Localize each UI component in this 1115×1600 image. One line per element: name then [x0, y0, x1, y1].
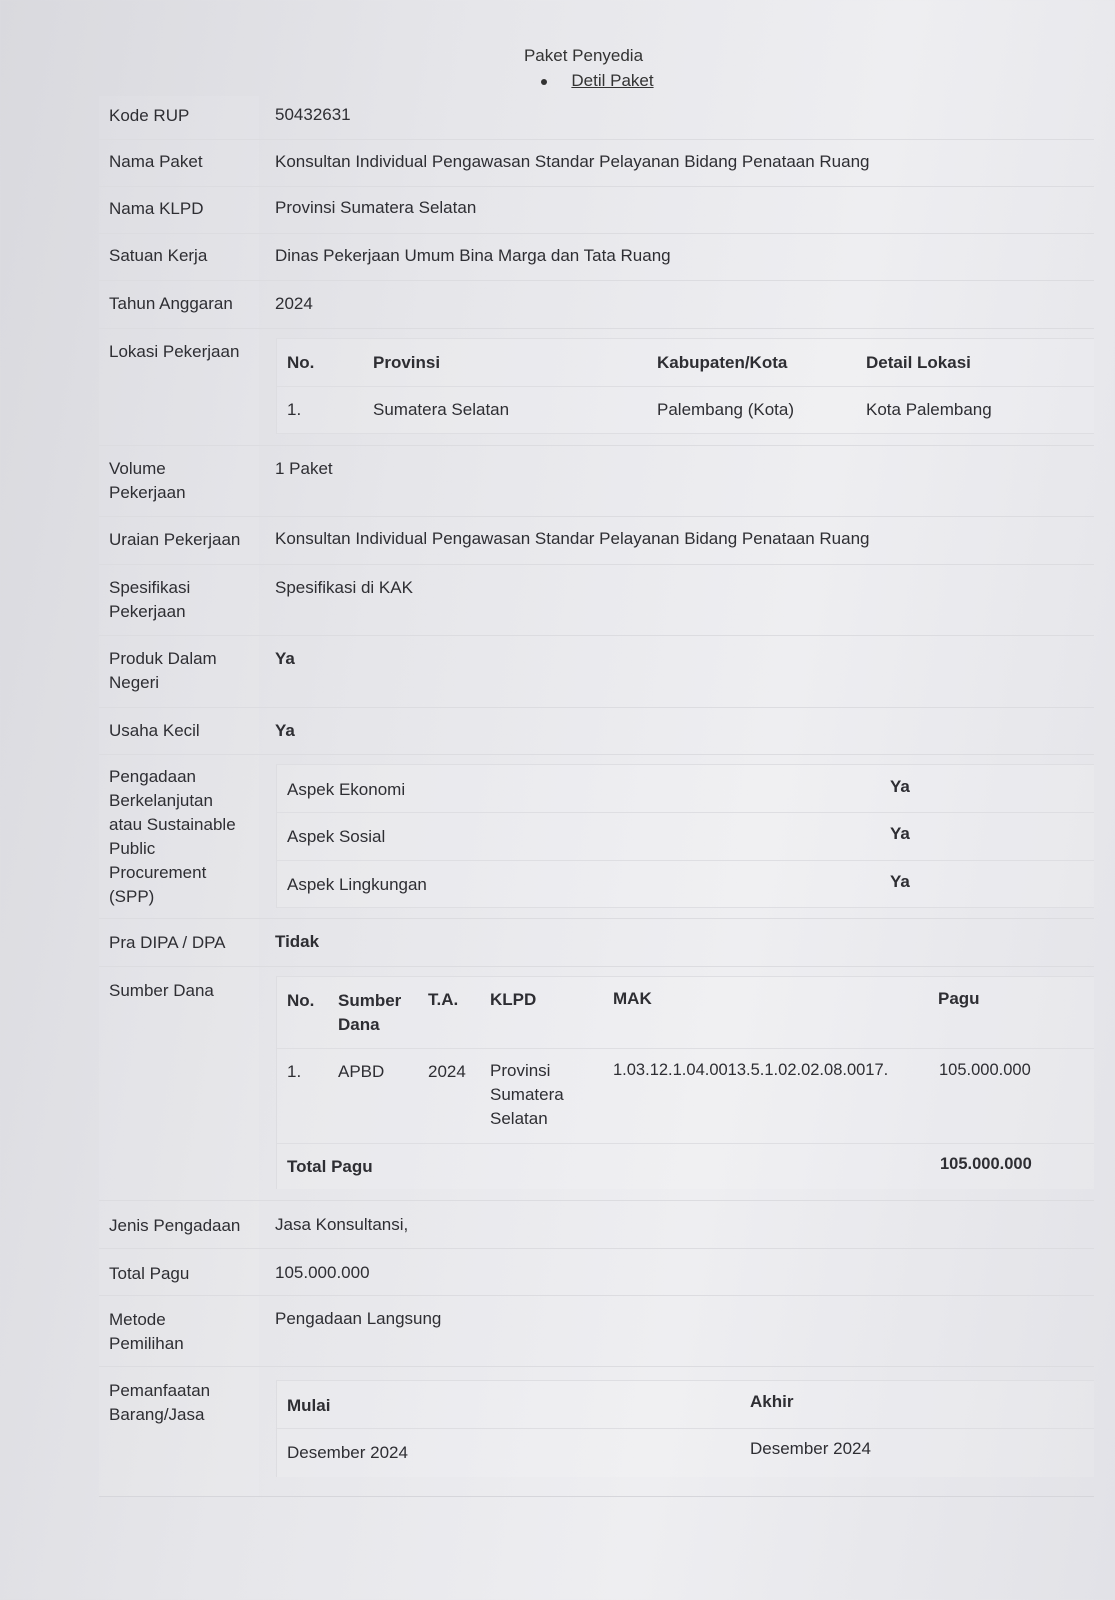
dana-td-pagu: 105.000.000	[939, 1061, 1031, 1079]
value-jenis-pengadaan: Jasa Konsultansi,	[275, 1215, 409, 1234]
value-nama-paket: Konsultan Individual Pengawasan Standar Pelayanan Bidang Penataan Ruang	[275, 152, 870, 171]
label-total-pagu: Total Pagu	[109, 1264, 190, 1283]
label-pdn-1: Produk Dalam	[109, 649, 217, 668]
spp-value-sosial: Ya	[890, 824, 910, 843]
dana-td-klpd-3: Selatan	[490, 1109, 548, 1128]
pemanfaatan-th-mulai: Mulai	[287, 1396, 331, 1415]
detil-paket-link[interactable]: Detil Paket	[571, 71, 654, 90]
row-volume-pekerjaan	[99, 445, 1094, 517]
label-pra-dipa: Pra DIPA / DPA	[109, 933, 226, 952]
row-pra-dipa	[99, 918, 1094, 967]
value-pra-dipa: Tidak	[275, 932, 320, 951]
dana-td-sumber: APBD	[338, 1062, 385, 1081]
label-jenis-pengadaan: Jenis Pengadaan	[109, 1216, 241, 1235]
label-pemanfaatan-1: Pemanfaatan	[109, 1381, 211, 1400]
value-nama-klpd: Provinsi Sumatera Selatan	[275, 198, 477, 217]
lokasi-td-no: 1.	[287, 400, 302, 419]
dana-total-label: Total Pagu	[287, 1157, 373, 1176]
dana-td-no: 1.	[287, 1062, 302, 1081]
lokasi-th-no: No.	[287, 353, 315, 372]
label-spp-1: Pengadaan	[109, 767, 196, 786]
label-nama-paket: Nama Paket	[109, 152, 203, 171]
label-nama-klpd: Nama KLPD	[109, 199, 204, 218]
label-spesifikasi-2: Pekerjaan	[109, 602, 186, 621]
label-metode-2: Pemilihan	[109, 1334, 184, 1353]
pemanfaatan-td-mulai: Desember 2024	[287, 1443, 408, 1462]
spp-value-ekonomi: Ya	[890, 777, 910, 796]
row-spp	[99, 754, 1094, 919]
dana-td-ta: 2024	[428, 1062, 466, 1081]
value-tahun-anggaran: 2024	[275, 294, 313, 313]
dana-td-klpd-2: Sumatera	[490, 1085, 564, 1104]
lokasi-th-kabupaten: Kabupaten/Kota	[657, 353, 788, 372]
label-lokasi-pekerjaan: Lokasi Pekerjaan	[109, 342, 240, 361]
label-spp-3: atau Sustainable	[109, 815, 236, 834]
dana-table	[276, 976, 1094, 1189]
lokasi-th-provinsi: Provinsi	[373, 353, 441, 372]
dana-th-mak: MAK	[613, 989, 652, 1008]
row-sumber-dana	[99, 966, 1094, 1201]
dana-table-total	[277, 1143, 1094, 1189]
label-satuan-kerja: Satuan Kerja	[109, 246, 208, 265]
bullet-icon	[541, 79, 547, 85]
label-kode-rup: Kode RUP	[109, 106, 190, 125]
row-pdn	[99, 635, 1094, 708]
lokasi-td-provinsi: Sumatera Selatan	[373, 400, 510, 419]
label-spesifikasi-1: Spesifikasi	[109, 578, 191, 597]
value-total-pagu: 105.000.000	[275, 1263, 370, 1282]
spp-aspek-ekonomi: Aspek Ekonomi	[287, 780, 406, 799]
dana-th-no: No.	[287, 991, 315, 1010]
label-pdn-2: Negeri	[109, 673, 160, 692]
value-usaha-kecil: Ya	[275, 721, 295, 740]
pemanfaatan-table-row	[277, 1428, 1094, 1476]
lokasi-table-row	[277, 386, 1094, 434]
row-tahun-anggaran	[99, 280, 1094, 329]
spp-table	[276, 764, 1094, 908]
label-sumber-dana: Sumber Dana	[109, 981, 214, 1000]
row-satuan-kerja	[99, 233, 1094, 281]
row-metode-pemilihan	[99, 1295, 1094, 1367]
value-spesifikasi: Spesifikasi di KAK	[275, 578, 413, 597]
label-spp-5: Procurement	[109, 863, 207, 882]
row-usaha-kecil	[99, 707, 1094, 755]
dana-total-value: 105.000.000	[940, 1155, 1032, 1173]
row-uraian-pekerjaan	[99, 516, 1094, 565]
row-pemanfaatan	[99, 1366, 1094, 1497]
dana-th-sumber-1: Sumber	[338, 991, 402, 1010]
lokasi-td-kabupaten: Palembang (Kota)	[657, 400, 795, 419]
dana-table-header	[277, 977, 1094, 1049]
value-kode-rup: 50432631	[275, 105, 351, 124]
bullet-item	[40, 71, 1115, 91]
spp-row-ekonomi	[277, 765, 1094, 813]
lokasi-td-detail: Kota Palembang	[866, 400, 992, 419]
label-tahun-anggaran: Tahun Anggaran	[109, 294, 233, 313]
lokasi-th-detail: Detail Lokasi	[866, 353, 971, 372]
dana-td-mak: 1.03.12.1.04.0013.5.1.02.02.08.0017.	[613, 1061, 889, 1079]
label-uraian: Uraian Pekerjaan	[109, 530, 241, 549]
dana-th-sumber-2: Dana	[338, 1015, 380, 1034]
dana-td-klpd-1: Provinsi	[490, 1061, 551, 1080]
row-kode-rup	[99, 96, 1094, 140]
label-spp-2: Berkelanjutan	[109, 791, 213, 810]
row-nama-paket	[99, 139, 1094, 187]
dana-th-klpd: KLPD	[490, 990, 537, 1009]
label-volume-1: Volume	[109, 459, 166, 478]
spp-aspek-lingkungan: Aspek Lingkungan	[287, 875, 427, 894]
value-volume: 1 Paket	[275, 459, 333, 478]
row-total-pagu	[99, 1248, 1094, 1296]
pemanfaatan-table	[276, 1380, 1094, 1477]
spp-aspek-sosial: Aspek Sosial	[287, 827, 386, 846]
row-nama-klpd	[99, 186, 1094, 234]
label-spp-4: Public	[109, 839, 156, 858]
dana-th-pagu: Pagu	[938, 989, 980, 1008]
value-satuan-kerja: Dinas Pekerjaan Umum Bina Marga dan Tata Ruang	[275, 246, 671, 265]
spp-value-lingkungan: Ya	[890, 872, 910, 891]
pemanfaatan-td-akhir: Desember 2024	[750, 1439, 871, 1458]
lokasi-table	[276, 338, 1094, 434]
label-metode-1: Metode	[109, 1310, 166, 1329]
page-title: Paket Penyedia	[523, 46, 644, 65]
pemanfaatan-th-akhir: Akhir	[750, 1392, 794, 1411]
value-uraian: Konsultan Individual Pengawasan Standar Pelayanan Bidang Penataan Ruang	[275, 529, 870, 548]
label-pemanfaatan-2: Barang/Jasa	[109, 1405, 205, 1424]
row-spesifikasi	[99, 564, 1094, 636]
pemanfaatan-table-header	[277, 1381, 1094, 1429]
value-pdn: Ya	[275, 649, 295, 668]
dana-table-row	[277, 1048, 1094, 1144]
spp-row-lingkungan	[277, 860, 1094, 908]
row-jenis-pengadaan	[99, 1200, 1094, 1249]
label-usaha-kecil: Usaha Kecil	[109, 721, 200, 740]
lokasi-table-header	[277, 339, 1094, 387]
spp-row-sosial	[277, 812, 1094, 861]
row-lokasi-pekerjaan	[99, 328, 1094, 446]
label-spp-6: (SPP)	[109, 887, 155, 906]
label-volume-2: Pekerjaan	[109, 483, 186, 502]
dana-th-ta: T.A.	[428, 990, 459, 1009]
value-metode: Pengadaan Langsung	[275, 1309, 442, 1328]
